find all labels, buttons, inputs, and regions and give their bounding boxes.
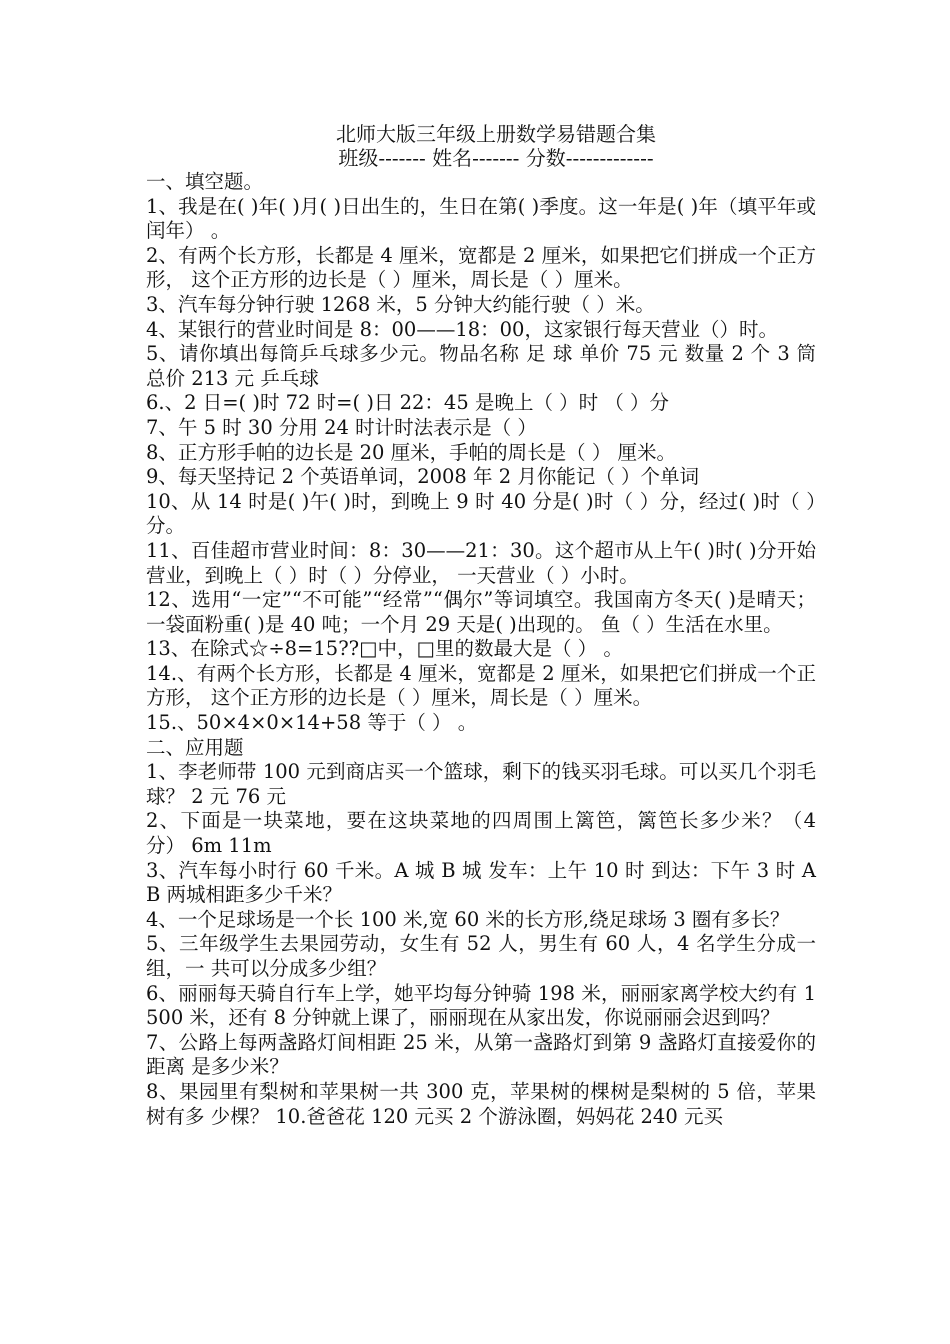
question-item: 1、我是在( )年( )月( )日出生的，生日在第( )季度。这一年是( )年（填平年或闰年） 。 xyxy=(146,194,816,243)
problem-item: 3、汽车每小时行 60 千米。A 城 B 城 发车：上午 10 时 到达：下午 3 时 AB 两城相距多少千米？ xyxy=(146,858,816,907)
question-item: 6.、2 日=( )时 72 时=( )日 22：45 是晚上（ ）时 （ ）分 xyxy=(146,391,670,415)
problem-item: 5、三年级学生去果园劳动，女生有 52 人，男生有 60 人，4 名学生分成一组，一 共可以分成多少组？ xyxy=(146,932,816,980)
question-item: 12、选用“一定”“不可能”“经常”“偶尔”等词填空。我国南方冬天( )是晴天；一袋面粉重( )是 40 吨；一个月 29 天是( )出现的。 鱼（ ）生活在水里。 xyxy=(146,588,816,636)
section-heading-word-problems: 二、应用题 xyxy=(146,735,244,759)
question-item: 5、请你填出每筒乒乓球多少元。物品名称 足 球 单价 75 元 数量 2 个 3 筒 总价 213 元 乒乓球 xyxy=(146,342,816,390)
problem-item: 8、果园里有梨树和苹果树一共 300 克，苹果树的棵树是梨树的 5 倍，苹果树有多 少棵？ 10.爸爸花 120 元买 2 个游泳圈，妈妈花 240 元买 xyxy=(146,1079,816,1128)
section-heading-fill-in: 一、填空题。 xyxy=(146,170,264,193)
problem-item: 7、公路上每两盏路灯间相距 25 米，从第一盏路灯到第 9 盏路灯直接爱你的距离 是多少米？ xyxy=(146,1030,816,1079)
question-item: 11、百佳超市营业时间：8：30——21：30。这个超市从上午( )时( )分开始营业，到晚上（ ）时（ ）分停业， 一天营业（ ）小时。 xyxy=(146,538,816,587)
question-item: 15.、50×4×0×14+58 等于（ ） 。 xyxy=(146,711,478,735)
problem-item: 2、下面是一块菜地，要在这块菜地的四周围上篱笆，篱笆长多少米？（4 分） 6m 11m xyxy=(146,809,816,858)
document-page xyxy=(146,122,816,1129)
problem-item: 6、丽丽每天骑自行车上学，她平均每分钟骑 198 米，丽丽家离学校大约有 1500 米，还有 8 分钟就上课了，丽丽现在从家出发，你说丽丽会迟到吗？ xyxy=(146,981,816,1030)
question-item: 3、汽车每分钟行驶 1268 米，5 分钟大约能行驶（ ）米。 xyxy=(146,292,655,316)
document-title: 北师大版三年级上册数学易错题合集 xyxy=(336,122,656,146)
question-item: 2、有两个长方形，长都是 4 厘米，宽都是 2 厘米，如果把它们拼成一个正方形， 这个正方形的边长是（ ）厘米，周长是（ ）厘米。 xyxy=(146,243,816,292)
problem-item: 1、李老师带 100 元到商店买一个篮球，剩下的钱买羽毛球。可以买几个羽毛球？ 2 元 76 元 xyxy=(146,760,816,808)
question-item: 13、在除式☆÷8=15??□中，□里的数最大是（ ） 。 xyxy=(146,637,623,661)
question-item: 10、从 14 时是( )午( )时，到晚上 9 时 40 分是( )时（ ）分，经过( )时（ ）分。 xyxy=(146,489,816,538)
question-item: 4、某银行的营业时间是 8：00——18：00，这家银行每天营业（）时。 xyxy=(146,317,778,341)
question-item: 14.、有两个长方形，长都是 4 厘米，宽都是 2 厘米，如果把它们拼成一个正方形， 这个正方形的边长是（ ）厘米，周长是（ ）厘米。 xyxy=(146,661,816,710)
question-item: 8、正方形手帕的边长是 20 厘米，手帕的周长是（ ） 厘米。 xyxy=(146,440,677,464)
question-item: 9、每天坚持记 2 个英语单词，2008 年 2 月你能记（ ）个单词 xyxy=(146,465,700,489)
document-subtitle: 班级------- 姓名------- 分数------------- xyxy=(338,146,654,170)
problem-item: 4、一个足球场是一个长 100 米,宽 60 米的长方形,绕足球场 3 圈有多长？ xyxy=(146,907,790,931)
question-item: 7、午 5 时 30 分用 24 时计时法表示是（ ） xyxy=(146,415,537,439)
